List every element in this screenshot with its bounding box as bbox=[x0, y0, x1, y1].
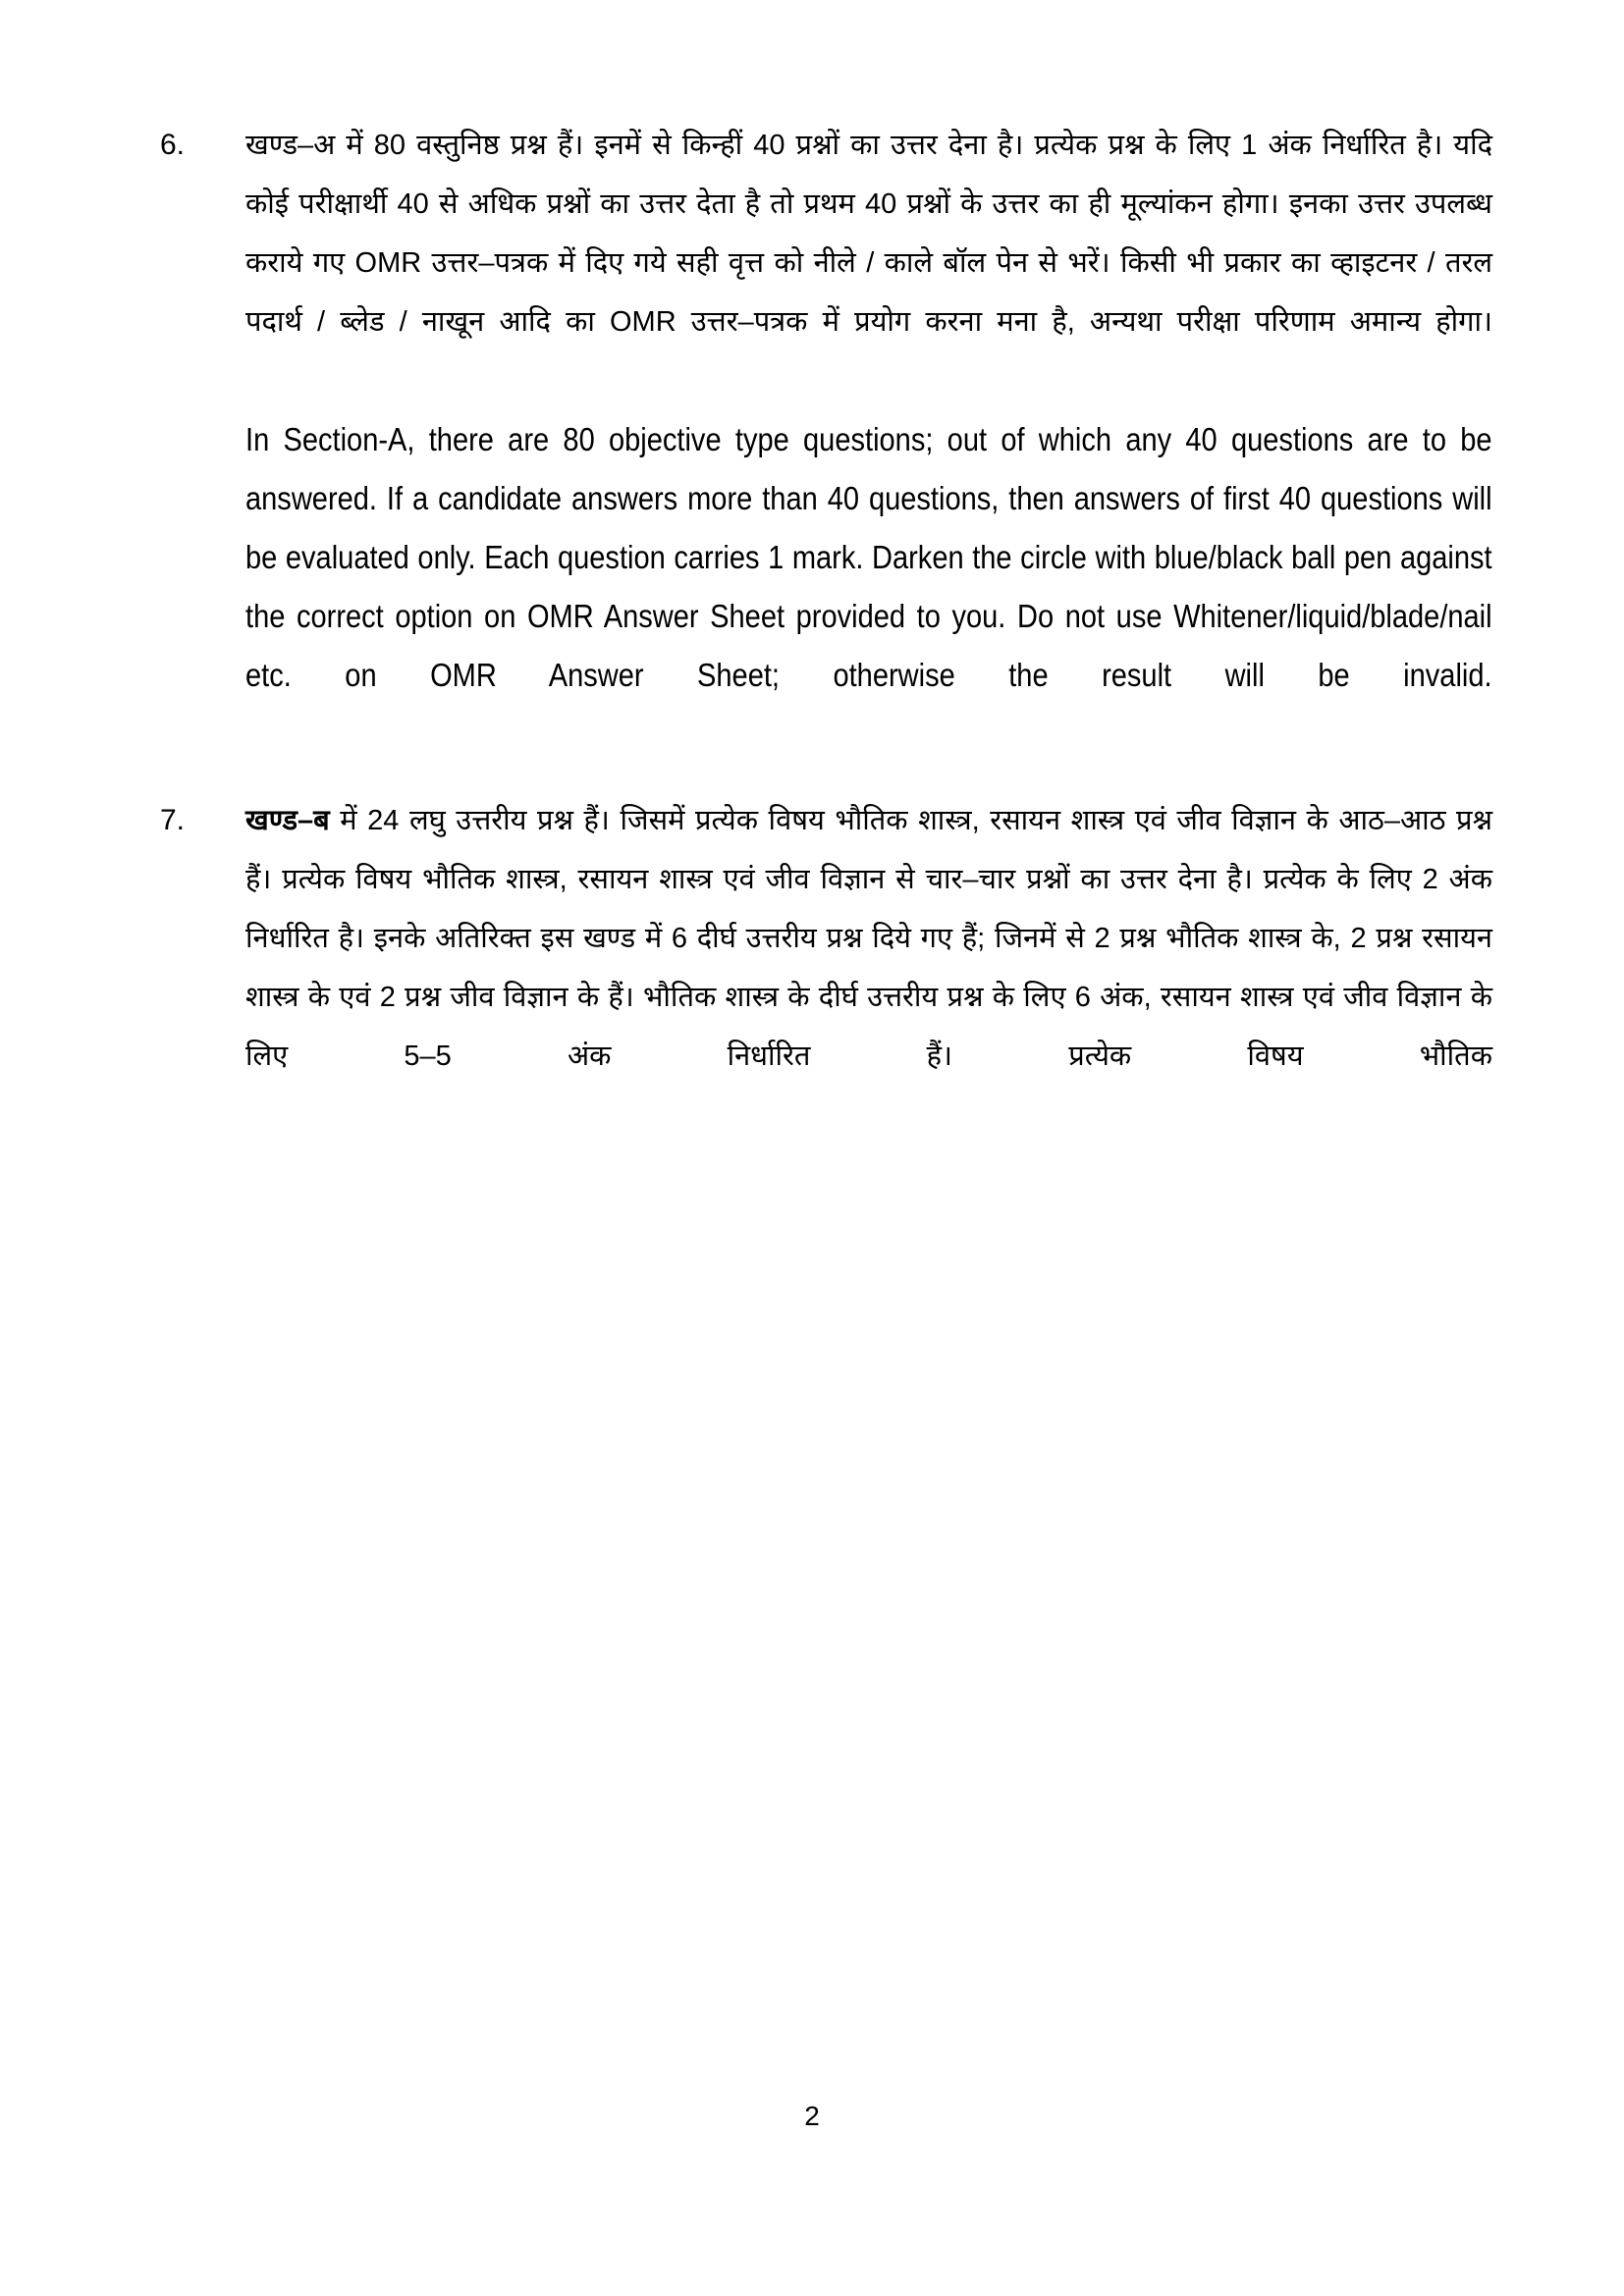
instruction-item-7 bbox=[0, 791, 1624, 1145]
instruction-number-7: 7. bbox=[160, 804, 186, 836]
page-number: 2 bbox=[804, 2101, 820, 2131]
instruction-6-hindi-text: खण्ड–अ में 80 वस्तुनिष्ठ प्रश्न हैं। इनमें से किन्हीं 40 प्रश्नों का उत्तर देना है। प्रत्येक प्रश्न के लिए 1 अंक निर्धारित है। यदि कोई परीक्षार्थी 40 से अधिक प्रश्नों का उत्तर देता है तो प्रथम 40 प्रश्नों के उत्तर का ही मूल्यांकन होगा। इनका उत्तर उपलब्ध कराये गए OMR उत्तर–पत्रक में दिए गये सही वृत्त को नीले / काले बॉल पेन से भरें। किसी भी प्रकार का व्हाइटनर / तरल पदार्थ / ब्लेड / नाखून आदि का OMR उत्तर–पत्रक में प्रयोग करना मना है, अन्यथा परीक्षा परिणाम अमान्य होगा। bbox=[245, 130, 1492, 338]
instructions-list bbox=[0, 116, 1624, 1145]
instruction-7-hindi-body: में 24 लघु उत्तरीय प्रश्न हैं। जिसमें प्रत्येक विषय भौतिक शास्त्र, रसायन शास्त्र एवं जीव विज्ञान के आठ–आठ प्रश्न हैं। प्रत्येक विषय भौतिक शास्त्र, रसायन शास्त्र एवं जीव विज्ञान से चार–चार प्रश्नों का उत्तर देना है। प्रत्येक के लिए 2 अंक निर्धारित है। इनके अतिरिक्त इस खण्ड में 6 दीर्घ उत्तरीय प्रश्न दिये गए हैं; जिनमें से 2 प्रश्न भौतिक शास्त्र के, 2 प्रश्न रसायन शास्त्र के एवं 2 प्रश्न जीव विज्ञान के हैं। भौतिक शास्त्र के दीर्घ उत्तरीय प्रश्न के लिए 6 अंक, रसायन शास्त्र एवं जीव विज्ञान के लिए 5–5 अंक निर्धारित हैं। प्रत्येक विषय भौतिक bbox=[245, 805, 1492, 1072]
instruction-number-6: 6. bbox=[160, 129, 186, 161]
instruction-7-section-label: खण्ड–ब bbox=[245, 805, 330, 836]
instruction-item-6 bbox=[0, 116, 1624, 764]
instruction-6-english-text: In Section-A, there are 80 objective type questions; out of which any 40 questions are to be answered. If a candidate answers more than 40 questions, then answers of first 40 questions will be evaluated only. Each question carries 1 mark. Darken the circle with blue/black ball pen against the correct option on OMR Answer Sheet provided to you. Do not use Whitener/liquid/blade/nail etc. on OMR Answer Sheet; otherwise the result will be invalid. bbox=[245, 421, 1492, 693]
instruction-7-hindi-text bbox=[245, 791, 1492, 1145]
